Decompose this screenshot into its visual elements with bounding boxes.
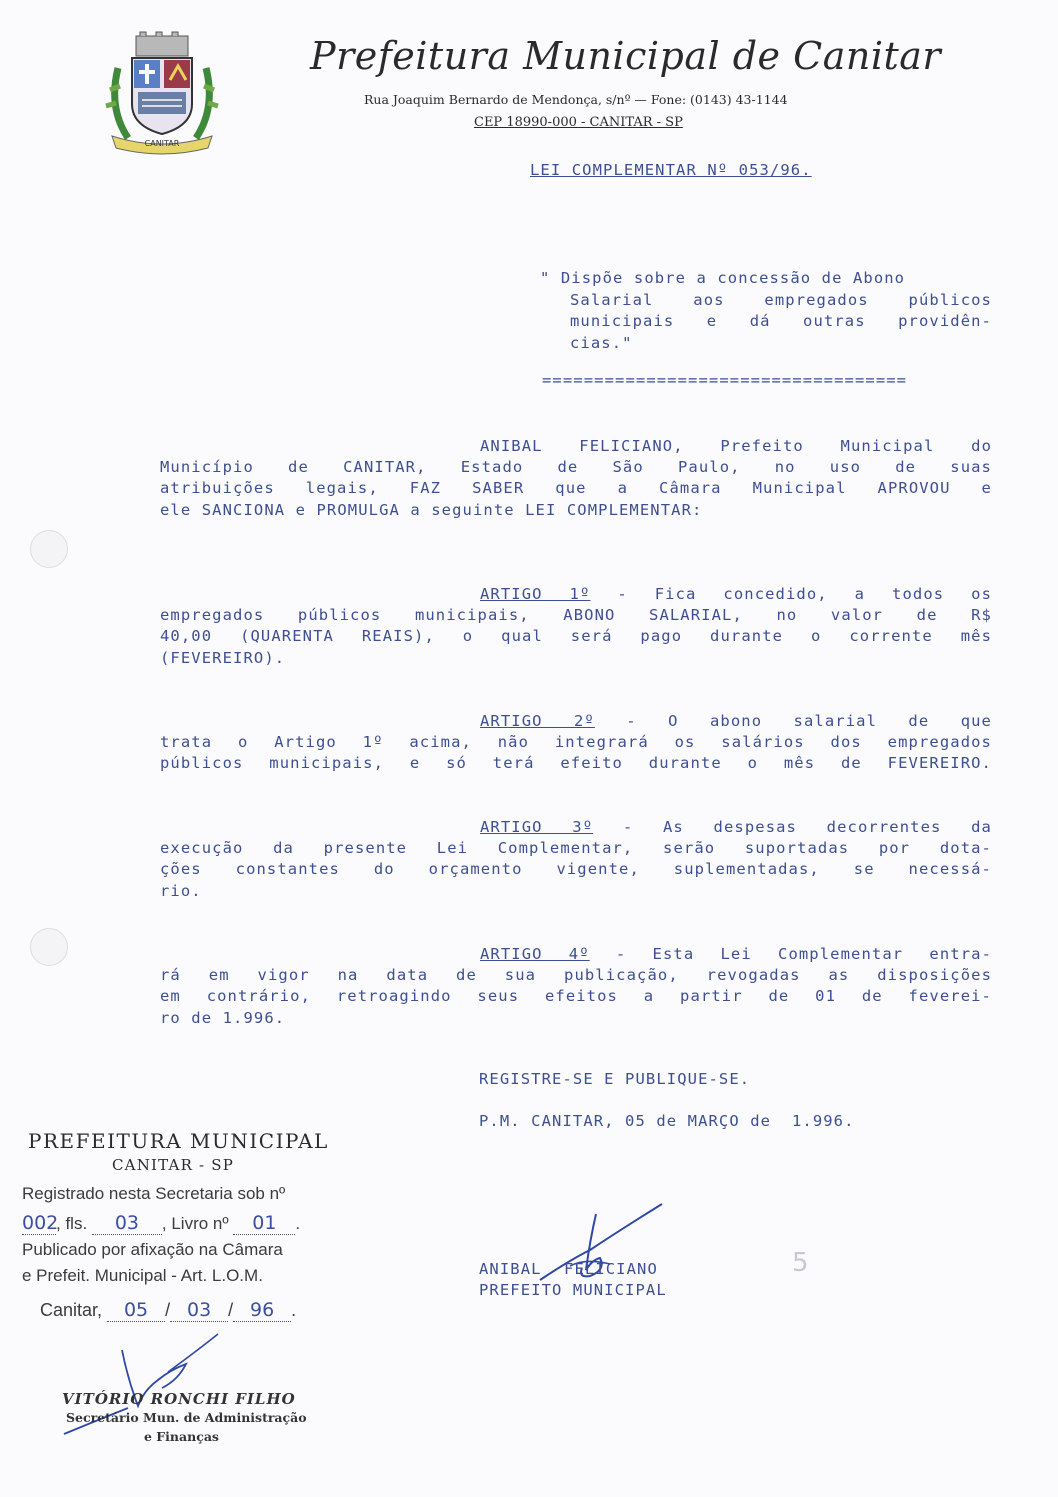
paragraph-line: 40,00 (QUARENTA REAIS), o qual será pago durante o corrente mês xyxy=(160,627,992,646)
stamp-article-line: e Prefeit. Municipal - Art. L.O.M. xyxy=(22,1266,263,1285)
letterhead-address: Rua Joaquim Bernardo de Mendonça, s/nº — Fone: (0143) 43-1144 xyxy=(364,92,788,107)
article-first-text: - Fica concedido, a todos os xyxy=(590,585,992,603)
stamp-fls-label: , fls. xyxy=(56,1214,88,1233)
paragraph-line: atribuições legais, FAZ SABER que a Câmara Municipal APROVOU e xyxy=(160,479,992,498)
ementa-block xyxy=(540,268,992,354)
article-first-line xyxy=(480,817,992,838)
paragraph-line: trata o Artigo 1º acima, não integrará os salários dos empregados xyxy=(160,733,992,752)
paragraph-line: em contrário, retroagindo seus efeitos a partir de 01 de feverei- xyxy=(160,987,992,1006)
document-letterhead-title: Prefeitura Municipal de Canitar xyxy=(310,34,942,78)
punch-hole xyxy=(30,928,68,966)
stamp-month: 03 xyxy=(170,1299,228,1322)
stamp-registration-line: Registrado nesta Secretaria sob nº xyxy=(22,1184,286,1203)
article-3 xyxy=(160,817,992,902)
stamp-fls-number: 03 xyxy=(92,1212,162,1235)
coat-of-arms-ribbon-text: CANITAR xyxy=(144,139,180,148)
article-1 xyxy=(160,584,992,669)
stamp-year: 96 xyxy=(233,1299,291,1322)
stamp-canitar-label: Canitar, xyxy=(40,1300,103,1320)
article-first-line xyxy=(480,584,992,605)
paragraph-line: ro de 1.996. xyxy=(160,1008,286,1027)
paragraph-line: ANIBAL FELICIANO, Prefeito Municipal do xyxy=(480,437,992,455)
article-first-text: - As despesas decorrentes da xyxy=(593,818,992,836)
paragraph-line: ele SANCIONA e PROMULGA a seguinte LEI COMPLEMENTAR: xyxy=(160,500,703,519)
stamp-registration-number: 002 xyxy=(22,1212,59,1234)
stamp-day: 05 xyxy=(107,1299,165,1322)
stamp-livro-label: , Livro nº xyxy=(161,1214,229,1233)
article-first-text: - Esta Lei Complementar entra- xyxy=(589,945,993,963)
stamp-heading: PREFEITURA MUNICIPAL xyxy=(28,1129,329,1153)
paragraph-line: Município de CANITAR, Estado de São Paulo, no uso de suas xyxy=(160,458,992,477)
article-2 xyxy=(160,711,992,775)
secretary-name: VITÓRIO RONCHI FILHO xyxy=(62,1390,296,1408)
stamp-livro-number: 01 xyxy=(233,1212,295,1235)
registre-publique-line: REGISTRE-SE E PUBLIQUE-SE. xyxy=(479,1070,751,1088)
article-first-text: - O abono salarial de que xyxy=(594,712,992,730)
ementa-line: " Dispõe sobre a concessão de Abono xyxy=(540,269,906,287)
signatory-role: PREFEITO MUNICIPAL xyxy=(479,1281,667,1299)
paragraph-line: ções constantes do orçamento vigente, suplementadas, se necessá- xyxy=(160,860,992,879)
article-first-line xyxy=(480,944,992,965)
stamp-subheading: CANITAR - SP xyxy=(112,1156,235,1174)
article-4 xyxy=(160,944,992,1029)
punch-hole xyxy=(30,530,68,568)
article-label: ARTIGO 4º xyxy=(480,945,590,963)
article-label: ARTIGO 1º xyxy=(480,585,591,603)
stamp-numbers-line: 002, fls. 03 , Livro nº 01 . xyxy=(22,1212,301,1234)
article-label: ARTIGO 3º xyxy=(480,818,594,836)
secretary-role: Secretário Mun. de Administração xyxy=(66,1410,307,1425)
paragraph-line: rio. xyxy=(160,881,202,900)
article-label: ARTIGO 2º xyxy=(480,712,595,730)
ementa-line: cias." xyxy=(570,333,633,352)
article-first-line xyxy=(480,711,992,732)
paragraph-line: públicos municipais, e só terá efeito durante o mês de FEVEREIRO. xyxy=(160,754,992,773)
paragraph-line: empregados públicos municipais, ABONO SALARIAL, no valor de R$ xyxy=(160,606,992,625)
stamp-date-line: Canitar, 05 / 03 / 96 . xyxy=(40,1299,297,1321)
separator-line: =================================== xyxy=(542,371,908,389)
paragraph-line: rá em vigor na data de sua publicação, revogadas as disposições xyxy=(160,966,992,985)
secretary-role-continuation: e Finanças xyxy=(144,1429,219,1444)
intro-paragraph xyxy=(160,436,992,521)
law-title: LEI COMPLEMENTAR Nº 053/96. xyxy=(530,161,812,179)
letterhead-cep: CEP 18990-000 - CANITAR - SP xyxy=(474,115,683,130)
paragraph-line: (FEVEREIRO). xyxy=(160,648,286,667)
ementa-line: Salarial aos empregados públicos xyxy=(570,290,992,309)
place-date-line: P.M. CANITAR, 05 de MARÇO de 1.996. xyxy=(479,1112,855,1130)
page-number-mark: 5 xyxy=(792,1248,809,1278)
stamp-publication-line: Publicado por afixação na Câmara xyxy=(22,1240,283,1259)
coat-of-arms-logo xyxy=(98,28,226,158)
paragraph-line: execução da presente Lei Complementar, serão suportadas por dota- xyxy=(160,839,992,858)
ementa-line: municipais e dá outras providên- xyxy=(570,312,992,330)
signatory-name: ANIBAL FELICIANO xyxy=(479,1260,658,1278)
